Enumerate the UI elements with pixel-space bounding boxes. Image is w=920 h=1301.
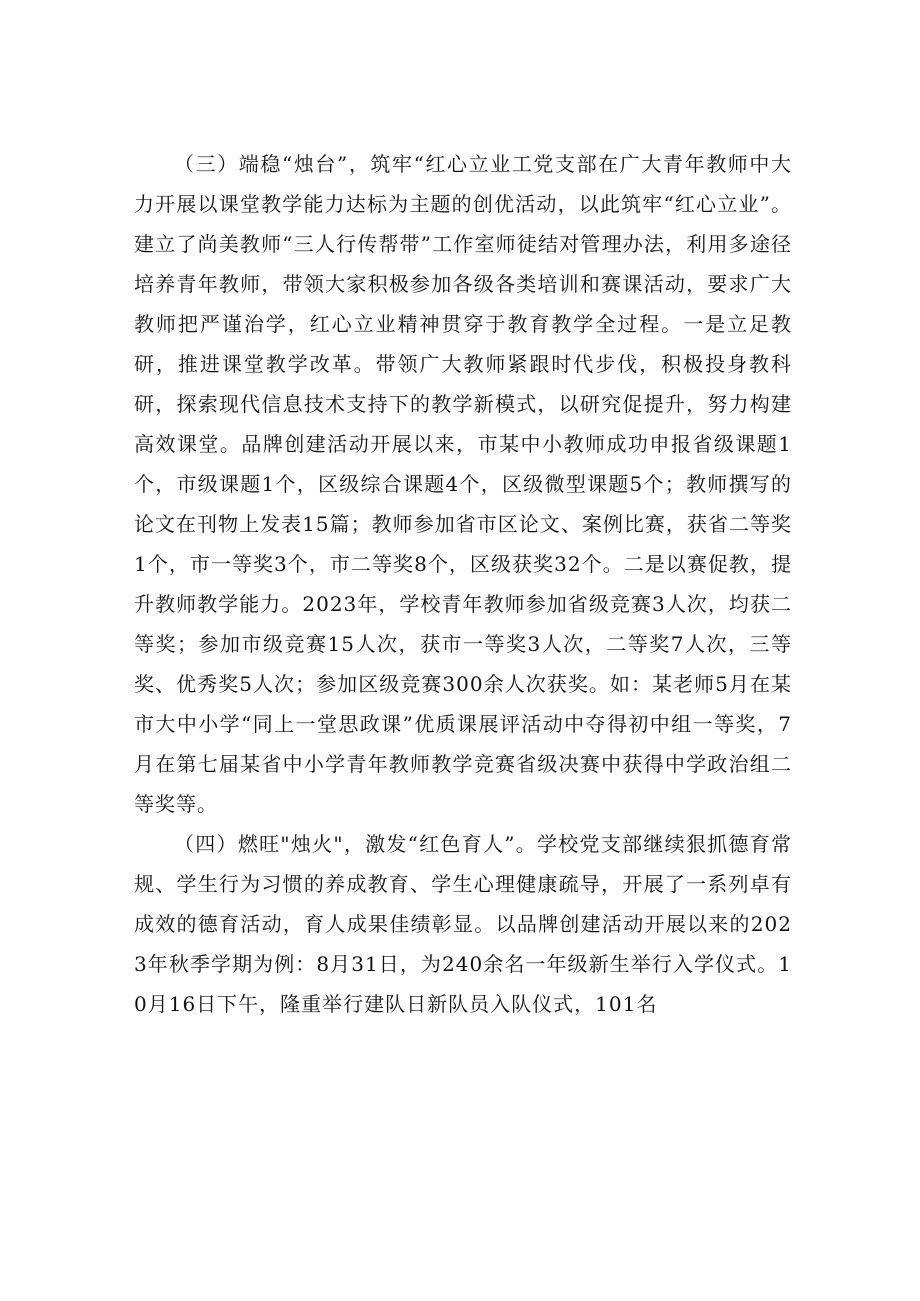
- document-body: [134, 144, 792, 1024]
- paragraph-section-four: （四）燃旺"烛火"，激发“红色育人”。学校党支部继续狠抓德育常规、学生行为习惯的养成教育、学生心理健康疏导，开展了一系列卓有成效的德育活动，育人成果佳绩彰显。以品牌创建活动开展以来的2023年秋季学期为例：8月31日，为240余名一年级新生举行入学仪式。10月16日下午，隆重举行建队日新队员入队仪式，101名: [134, 832, 792, 1016]
- paragraph-section-three: （三）端稳“烛台”，筑牢“红心立业工党支部在广大青年教师中大力开展以课堂教学能力达标为主题的创优活动，以此筑牢“红心立业”。建立了尚美教师“三人行传帮带”工作室师徒结对管理办法，利用多途径培养青年教师，带领大家积极参加各级各类培训和赛课活动，要求广大教师把严谨治学，红心立业精神贯穿于教育教学全过程。一是立足教研，推进课堂教学改革。带领广大教师紧跟时代步伐，积极投身教科研，探索现代信息技术支持下的教学新模式，以研究促提升，努力构建高效课堂。品牌创建活动开展以来，市某中小教师成功申报省级课题1个，市级课题1个，区级综合课题4个，区级微型课题5个；教师撰写的论文在刊物上发表15篇；教师参加省市区论文、案例比赛，获省二等奖1个，市一等奖3个，市二等奖8个，区级获奖32个。二是以赛促教，提升教师教学能力。2023年，学校青年教师参加省级竞赛3人次，均获二等奖；参加市级竞赛15人次，获市一等奖3人次，二等奖7人次，三等奖、优秀奖5人次；参加区级竞赛300余人次获奖。如：某老师5月在某市大中小学“同上一堂思政课”优质课展评活动中夺得初中组一等奖，7月在第七届某省中小学青年教师教学竞赛省级决赛中获得中学政治组二等奖等。: [134, 152, 792, 816]
